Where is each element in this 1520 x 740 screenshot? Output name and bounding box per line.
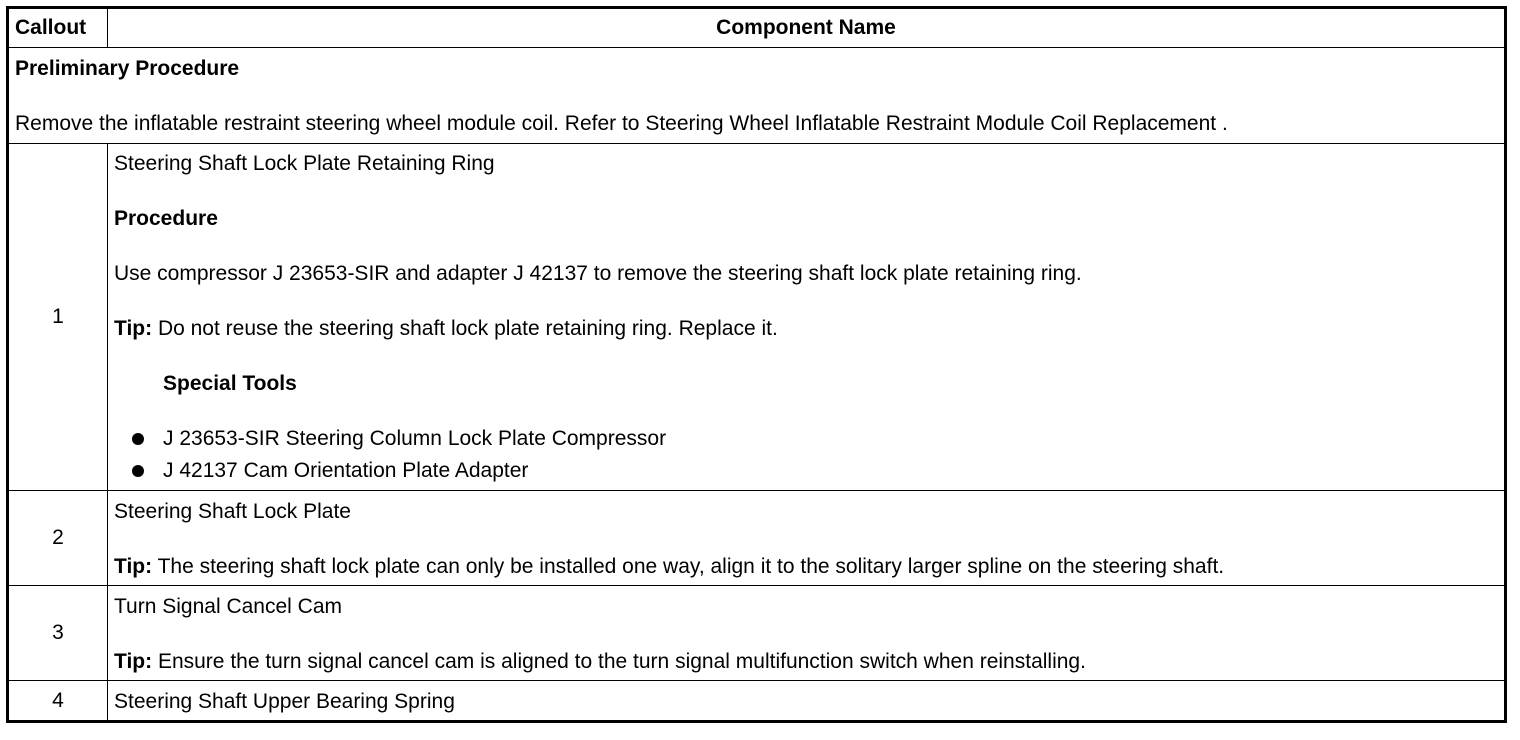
tip-text: The steering shaft lock plate can only be installed one way, align it to the solitary larger spline on the steering shaft. <box>152 555 1225 578</box>
component-cell <box>108 144 1506 491</box>
tip <box>114 316 1498 342</box>
header-row <box>8 8 1506 48</box>
bullet-icon <box>132 433 144 445</box>
header-component-name: Component Name <box>108 8 1506 48</box>
component-cell <box>108 681 1506 722</box>
tip-label: Tip: <box>114 317 153 340</box>
list-item <box>132 458 1498 484</box>
table-row <box>8 681 1506 722</box>
special-tools-heading: Special Tools <box>163 372 297 395</box>
callout-number: 3 <box>8 586 108 681</box>
tip <box>114 649 1498 675</box>
bullet-icon <box>132 465 144 477</box>
tip-text: Ensure the turn signal cancel cam is aligned to the turn signal multifunction switch when reinstalling. <box>152 650 1086 673</box>
preliminary-text: Remove the inflatable restraint steering wheel module coil. Refer to Steering Wheel Inflatable Restraint Module Coil Replacement . <box>15 112 1228 135</box>
procedure-heading: Procedure <box>114 207 218 230</box>
callout-number: 1 <box>8 144 108 491</box>
component-name: Turn Signal Cancel Cam <box>114 595 342 618</box>
component-name: Steering Shaft Lock Plate Retaining Ring <box>114 152 495 175</box>
special-tools-list <box>114 426 1498 484</box>
tip <box>114 554 1498 580</box>
callout-number: 4 <box>8 681 108 722</box>
tool-name: J 23653-SIR Steering Column Lock Plate Compressor <box>163 427 667 450</box>
tip-label: Tip: <box>114 650 153 673</box>
tool-name: J 42137 Cam Orientation Plate Adapter <box>163 459 529 482</box>
table-row <box>8 491 1506 586</box>
table-row <box>8 144 1506 491</box>
tip-text: Do not reuse the steering shaft lock plate retaining ring. Replace it. <box>152 317 778 340</box>
component-name: Steering Shaft Upper Bearing Spring <box>114 690 455 713</box>
component-name: Steering Shaft Lock Plate <box>114 500 351 523</box>
component-cell <box>108 491 1506 586</box>
procedure-text: Use compressor J 23653-SIR and adapter J 42137 to remove the steering shaft lock plate retaining ring. <box>114 262 1082 285</box>
preliminary-cell <box>8 48 1506 144</box>
component-cell <box>108 586 1506 681</box>
preliminary-row <box>8 48 1506 144</box>
component-table <box>6 6 1507 723</box>
header-callout: Callout <box>8 8 108 48</box>
callout-number: 2 <box>8 491 108 586</box>
table-row <box>8 586 1506 681</box>
list-item <box>132 426 1498 452</box>
preliminary-heading: Preliminary Procedure <box>15 57 240 80</box>
tip-label: Tip: <box>114 555 153 578</box>
